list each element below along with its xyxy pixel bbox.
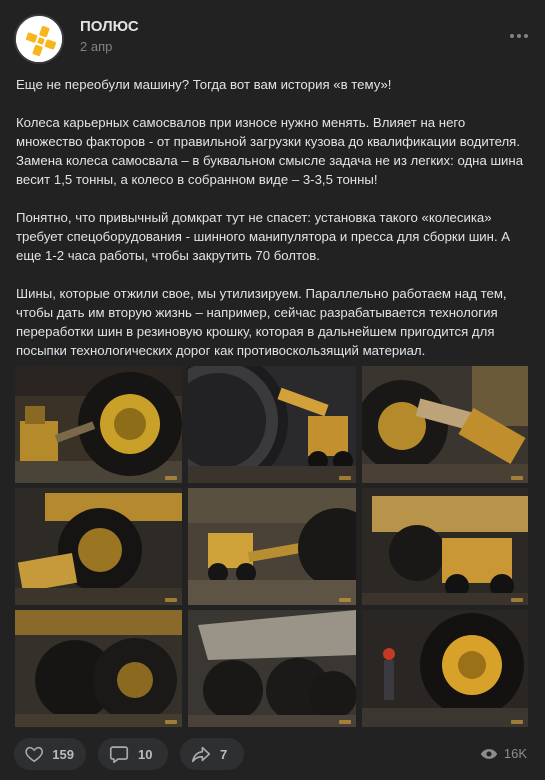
photo-5[interactable] [188, 488, 356, 605]
tire-photo-icon [188, 488, 356, 605]
photo-4[interactable] [15, 488, 182, 605]
post-footer [14, 738, 531, 770]
more-options-button[interactable] [507, 28, 531, 44]
tire-photo-icon [362, 610, 528, 727]
watermark-icon [511, 476, 523, 480]
post-paragraph: Шины, которые отжили свое, мы утилизируем. Параллельно работаем над тем, чтобы дать им вторую жизнь – например, сейчас разрабатывается технология переработки шин в резиновую крошку, которая в дальнейшем пригодится для посыпки технологических дорог как противоскользящий материал. [16, 286, 507, 358]
photo-8[interactable] [188, 610, 356, 727]
watermark-icon [511, 598, 523, 602]
post-paragraph: Еще не переобули машину? Тогда вот вам история «в тему»! [16, 77, 392, 92]
post-header [14, 14, 531, 62]
like-count: 159 [52, 746, 74, 762]
watermark-icon [339, 598, 351, 602]
watermark-icon [165, 598, 177, 602]
tire-photo-icon [188, 610, 356, 727]
tire-photo-icon [15, 366, 182, 483]
views-counter [480, 746, 527, 761]
eye-icon [480, 747, 498, 761]
photo-1[interactable] [15, 366, 182, 483]
watermark-icon [165, 720, 177, 724]
tire-photo-icon [15, 610, 182, 727]
tire-photo-icon [188, 366, 356, 483]
post-date[interactable]: 2 апр [80, 39, 113, 54]
comment-count: 10 [138, 746, 153, 762]
share-icon [190, 743, 212, 765]
heart-icon [24, 743, 44, 765]
post-text [16, 75, 530, 360]
watermark-icon [339, 720, 351, 724]
author-name[interactable]: ПОЛЮС [80, 18, 139, 35]
photo-3[interactable] [362, 366, 528, 483]
dot-icon [524, 34, 528, 38]
views-count: 16K [503, 746, 527, 761]
tire-photo-icon [362, 366, 528, 483]
dot-icon [510, 34, 514, 38]
post-paragraph: Колеса карьерных самосвалов при износе нужно менять. Влияет на него множество факторов - от правильной загрузки кузова до квалификации водителя. Замена колеса самосвала – в буквальном смысле задача не из легких: одна шина весит 1,5 тонны, а колесо в собранном виде – 3-3,5 тонны! [16, 115, 524, 187]
photo-9[interactable] [362, 610, 528, 727]
photo-grid [15, 366, 530, 727]
tire-photo-icon [362, 488, 528, 605]
comment-icon [108, 743, 130, 765]
dot-icon [517, 34, 521, 38]
tire-photo-icon [15, 488, 182, 605]
watermark-icon [339, 476, 351, 480]
photo-7[interactable] [15, 610, 182, 727]
share-count: 7 [220, 746, 228, 762]
comment-button[interactable] [98, 738, 168, 770]
photo-6[interactable] [362, 488, 528, 605]
watermark-icon [511, 720, 523, 724]
polyus-logo-icon [16, 16, 64, 64]
photo-2[interactable] [188, 366, 356, 483]
share-button[interactable] [180, 738, 244, 770]
author-avatar[interactable] [14, 14, 64, 64]
post-paragraph: Понятно, что привычный домкрат тут не спасет: установка такого «колесика» требует спецоборудования - шинного манипулятора и пресса для сборки шин. А еще 1-2 часа работы, чтобы закрутить 70 болтов. [16, 210, 511, 263]
watermark-icon [165, 476, 177, 480]
like-button[interactable] [14, 738, 86, 770]
